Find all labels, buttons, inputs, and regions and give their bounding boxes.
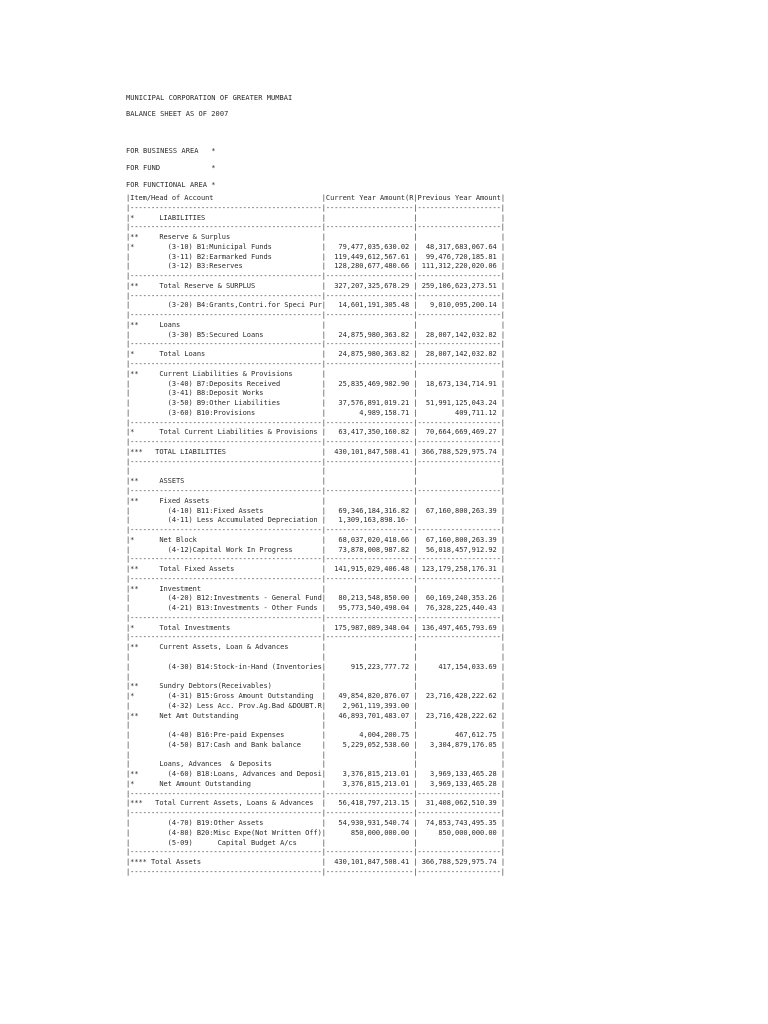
row-marker: ** xyxy=(130,643,147,652)
row-marker xyxy=(130,399,147,407)
current-year-amount: 56,418,797,213.15 xyxy=(325,799,414,808)
current-year-amount xyxy=(326,721,413,729)
column-header-previous-year: Previous Year Amount xyxy=(417,194,501,202)
row-marker xyxy=(130,409,147,417)
previous-year-amount: 366,788,529,975.74 xyxy=(417,447,501,456)
row-marker xyxy=(130,829,147,837)
previous-year-amount: 9,010,095,200.14 xyxy=(417,301,501,310)
current-year-amount xyxy=(326,497,413,505)
previous-year-amount xyxy=(418,673,501,681)
previous-year-amount: 67,160,800,263.39 xyxy=(417,535,501,544)
account-label: (4-32) Less Acc. Prov.Ag.Bad &DOUBT.R xyxy=(146,701,322,710)
row-marker xyxy=(130,507,147,515)
previous-year-amount: 76,328,225,440.43 xyxy=(417,604,501,613)
row-marker: * xyxy=(130,350,147,359)
current-year-amount: 63,417,350,160.82 xyxy=(325,428,414,437)
current-year-amount: 46,893,701,483.07 xyxy=(325,711,414,720)
current-year-amount: 49,854,820,876.07 xyxy=(325,692,414,701)
previous-year-amount: 3,304,879,176.05 xyxy=(417,740,501,749)
current-year-amount xyxy=(326,643,413,651)
account-label: (4-40) B16:Pre-paid Expenses xyxy=(146,731,322,740)
account-label: Reserve & Surplus xyxy=(146,233,322,242)
row-marker: * xyxy=(130,535,147,544)
row-marker: * xyxy=(130,779,147,788)
row-marker xyxy=(130,253,147,261)
current-year-amount: 4,004,200.75 xyxy=(325,731,414,740)
current-year-amount: 73,878,008,987.82 xyxy=(325,545,414,554)
account-label: Total Assets xyxy=(146,858,322,867)
row-marker: * xyxy=(130,692,147,701)
current-year-amount: 79,477,035,630.02 xyxy=(325,242,414,251)
row-separator: |----------------------------------------------|---------------------|--------------------| xyxy=(126,340,505,349)
row-separator: |----------------------------------------------|---------------------|--------------------| xyxy=(126,574,505,583)
previous-year-amount: 467,612.75 xyxy=(417,731,501,740)
account-label: (4-11) Less Accumulated Depreciation xyxy=(146,516,322,525)
previous-year-amount: 366,788,529,975.74 xyxy=(417,858,501,867)
row-marker xyxy=(130,594,147,602)
current-year-amount xyxy=(326,477,413,485)
current-year-amount: 80,213,548,850.00 xyxy=(325,594,414,603)
row-separator: |----------------------------------------------|---------------------|--------------------| xyxy=(126,272,505,281)
current-year-amount xyxy=(326,839,413,847)
current-year-amount xyxy=(326,585,413,593)
row-marker xyxy=(130,516,147,524)
account-label xyxy=(147,751,322,759)
row-marker: ** xyxy=(130,281,147,290)
column-header-item: Item/Head of Account xyxy=(130,194,322,202)
account-label: (4-31) B15:Gross Amount Outstanding xyxy=(146,692,322,701)
account-label: Total Loans xyxy=(146,350,322,359)
row-marker: ** xyxy=(130,565,147,574)
row-marker xyxy=(130,702,147,710)
row-separator: |----------------------------------------------|---------------------|--------------------| xyxy=(126,438,505,447)
previous-year-amount xyxy=(418,497,501,505)
account-label: (3-40) B7:Deposits Received xyxy=(146,379,322,388)
current-year-amount: 430,101,847,508.41 xyxy=(325,858,414,867)
previous-year-amount: 28,007,142,032.82 xyxy=(417,330,501,339)
previous-year-amount xyxy=(418,643,501,651)
row-marker xyxy=(130,751,147,759)
current-year-amount: 3,376,815,213.01 xyxy=(325,779,414,788)
account-label: Loans, Advances & Deposits xyxy=(146,760,322,769)
account-label: Sundry Debtors(Receivables) xyxy=(146,682,322,691)
previous-year-amount xyxy=(418,751,501,759)
account-label: ASSETS xyxy=(146,477,322,486)
account-label: TOTAL LIABILITIES xyxy=(146,447,322,456)
current-year-amount xyxy=(326,751,413,759)
account-label: (4-10) B11:Fixed Assets xyxy=(146,506,322,515)
row-marker xyxy=(130,673,147,681)
row-marker: ** xyxy=(130,477,147,486)
previous-year-amount: 67,160,800,263.39 xyxy=(417,506,501,515)
previous-year-amount: 136,497,465,793.69 xyxy=(417,623,501,632)
row-marker: * xyxy=(130,623,147,632)
current-year-amount: 128,280,677,480.66 xyxy=(325,262,414,271)
current-year-amount xyxy=(326,673,413,681)
current-year-amount: 119,449,612,567.61 xyxy=(325,252,414,261)
org-name: MUNICIPAL CORPORATION OF GREATER MUMBAI xyxy=(126,94,293,102)
current-year-amount: 915,223,777.72 xyxy=(325,662,414,671)
previous-year-amount xyxy=(418,760,501,768)
row-marker: *** xyxy=(130,447,147,456)
previous-year-amount xyxy=(418,721,501,729)
row-marker: *** xyxy=(130,799,147,808)
row-separator: |----------------------------------------------|---------------------|--------------------| xyxy=(126,613,505,622)
current-year-amount xyxy=(326,370,413,378)
row-marker xyxy=(130,331,147,339)
row-separator: |----------------------------------------------|---------------------|--------------------| xyxy=(126,418,505,427)
previous-year-amount: 23,716,428,222.62 xyxy=(417,711,501,720)
current-year-amount: 24,875,980,363.82 xyxy=(325,350,414,359)
previous-year-amount xyxy=(418,321,501,329)
previous-year-amount: 28,007,142,032.82 xyxy=(417,350,501,359)
row-marker: ** xyxy=(130,584,147,593)
row-separator: |----------------------------------------------|---------------------|--------------------| xyxy=(126,203,505,212)
row-separator: |----------------------------------------------|---------------------|--------------------| xyxy=(126,486,505,495)
row-marker xyxy=(130,819,147,827)
row-marker: ** xyxy=(130,496,147,505)
previous-year-amount: 123,179,258,176.31 xyxy=(417,565,501,574)
previous-year-amount xyxy=(418,214,501,222)
account-label: (3-50) B9:Other Liabilities xyxy=(146,399,322,408)
account-label: Current Assets, Loan & Advances xyxy=(146,643,322,652)
previous-year-amount xyxy=(418,477,501,485)
row-separator: |----------------------------------------------|---------------------|--------------------| xyxy=(126,809,505,818)
functional-area-filter: FOR FUNCTIONAL AREA * xyxy=(126,181,216,189)
balance-sheet-table: |Item/Head of Account |Current Year Amount(R|Previous Year Amount| |----------------------------------------------|---------------------|--------------------| |* LIABILITIES | | | |----------------------------------------------|---------------------|--------------------| |** Reserve & Surplus | | | |* (3-10) B1:Municipal Funds | 79,477,035,630.02 | 48,317,683,067.64 | | (3-11) B2:Earmarked Funds | 119,449,612,567.61 | 99,476,720,185.81 | | (3-12) B3:Reserves | 128,280,677,480.66 | 111,312,220,020.06 | |----------------------------------------------|---------------------|--------------------| |** Total Reserve & SURPLUS | 327,207,325,678.29 | 259,106,623,273.51 | |----------------------------------------------|---------------------|--------------------| | (3-20) B4:Grants,Contri.for Speci Pur| 14,601,191,305.48 | 9,010,095,200.14 | |----------------------------------------------|---------------------|--------------------| |** Loans | | | | (3-30) B5:Secured Loans | 24,875,980,363.82 | 28,007,142,032.82 | |----------------------------------------------|---------------------|--------------------| |* Total Loans | 24,875,980,363.82 | 28,007,142,032.82 | |----------------------------------------------|---------------------|--------------------| |** Current Liabilities & Provisions | | | | (3-40) B7:Deposits Received | 25,835,469,982.90 | 18,673,134,714.91 | | (3-41) B8:Deposit Works | | | | (3-50) B9:Other Liabilities | 37,576,891,019.21 | 51,991,125,043.24 | | (3-60) B10:Provisions | 4,989,158.71 | 409,711.12 | |----------------------------------------------|---------------------|--------------------| |* Total Current Liabilities & Provisions | 63,417,350,160.82 | 70,664,669,469.27 | |----------------------------------------------|---------------------|--------------------| |*** TOTAL LIABILITIES | 430,101,847,508.41 | 366,788,529,975.74 | |----------------------------------------------|---------------------|--------------------| | | | | |** ASSETS | | | |----------------------------------------------|---------------------|--------------------| |** Fixed Assets | | | | (4-10) B11:Fixed Assets | 69,346,184,316.82 | 67,160,800,263.39 | | (4-11) Less Accumulated Depreciation | 1,309,163,898.16- | | |----------------------------------------------|---------------------|--------------------| |* Net Block | 68,037,020,418.66 | 67,160,800,263.39 | | (4-12)Capital Work In Progress | 73,878,008,987.82 | 56,018,457,912.92 | |----------------------------------------------|---------------------|--------------------| |** Total Fixed Assets | 141,915,029,406.48 | 123,179,258,176.31 | |----------------------------------------------|---------------------|--------------------| |** Investment | | | | (4-20) B12:Investments - General Fund| 80,213,548,850.00 | 60,169,240,353.26 | | (4-21) B13:Investments - Other Funds | 95,773,540,498.04 | 76,328,225,440.43 | |----------------------------------------------|---------------------|--------------------| |* Total Investments | 175,987,089,348.04 | 136,497,465,793.69 | |----------------------------------------------|---------------------|--------------------| |** Current Assets, Loan & Advances | | | | | | | | (4-30) B14:Stock-in-Hand (Inventories| 915,223,777.72 | 417,154,033.69 | | | | | |** Sundry Debtors(Receivables) | | | |* (4-31) B15:Gross Amount Outstanding | 49,854,820,876.07 | 23,716,428,222.62 | | (4-32) Less Acc. Prov.Ag.Bad &DOUBT.R| 2,961,119,393.00 | | |** Net Amt Outstanding | 46,893,701,483.07 | 23,716,428,222.62 | | | | | | (4-40) B16:Pre-paid Expenses | 4,004,200.75 | 467,612.75 | | (4-50) B17:Cash and Bank balance | 5,229,052,538.60 | 3,304,879,176.05 | | | | | | Loans, Advances & Deposits | | | |** (4-60) B18:Loans, Advances and Deposi| 3,376,815,213.01 | 3,969,133,465.28 | |* Net Amount Outstanding | 3,376,815,213.01 | 3,969,133,465.28 | |----------------------------------------------|---------------------|--------------------| |*** Total Current Assets, Loans & Advances | 56,418,797,213.15 | 31,408,062,510.39 | |----------------------------------------------|---------------------|--------------------| | (4-70) B19:Other Assets | 54,930,931,540.74 | 74,853,743,495.35 | | (4-80) B20:Misc Expe(Not Written Off)| 850,000,000.00 | 850,000,000.00 | | (5-09) Capital Budget A/cs | | | |----------------------------------------------|---------------------|--------------------| |**** Total Assets | 430,101,847,508.41 | 366,788,529,975.74 | |----------------------------------------------|---------------------|--------------------| xyxy=(126,194,506,876)
account-label: (5-09) Capital Budget A/cs xyxy=(146,838,322,847)
row-separator: |----------------------------------------------|---------------------|--------------------| xyxy=(126,633,505,642)
previous-year-amount xyxy=(418,389,501,397)
current-year-amount: 1,309,163,898.16- xyxy=(325,516,414,525)
row-separator: |----------------------------------------------|---------------------|--------------------| xyxy=(126,360,505,369)
account-label: Net Amount Outstanding xyxy=(146,779,322,788)
previous-year-amount xyxy=(418,370,501,378)
row-separator: |----------------------------------------------|---------------------|--------------------| xyxy=(126,789,505,798)
previous-year-amount: 3,969,133,465.28 xyxy=(417,779,501,788)
previous-year-amount: 3,969,133,465.28 xyxy=(417,770,501,779)
account-label: Net Amt Outstanding xyxy=(146,711,322,720)
previous-year-amount: 74,853,743,495.35 xyxy=(417,819,501,827)
row-separator: |----------------------------------------------|---------------------|--------------------| xyxy=(126,555,505,564)
previous-year-amount: 70,664,669,469.27 xyxy=(417,428,501,437)
previous-year-amount: 56,018,457,912.92 xyxy=(417,545,501,554)
row-marker xyxy=(130,262,147,270)
row-marker xyxy=(130,760,147,768)
account-label: Current Liabilities & Provisions xyxy=(146,369,322,378)
row-separator: |----------------------------------------------|---------------------|--------------------| xyxy=(126,223,505,232)
account-label: Loans xyxy=(146,320,322,329)
current-year-amount: 37,576,891,019.21 xyxy=(325,399,414,408)
account-label: Total Reserve & SURPLUS xyxy=(146,281,322,290)
previous-year-amount: 111,312,220,020.06 xyxy=(417,262,501,271)
current-year-amount xyxy=(326,389,413,397)
row-marker: * xyxy=(130,242,147,251)
current-year-amount: 25,835,469,982.90 xyxy=(325,379,414,388)
previous-year-amount xyxy=(418,233,501,241)
current-year-amount: 14,601,191,305.48 xyxy=(325,301,414,310)
row-marker xyxy=(130,380,147,388)
account-label: (4-20) B12:Investments - General Fund xyxy=(146,594,322,603)
current-year-amount: 68,037,020,418.66 xyxy=(325,535,414,544)
current-year-amount: 95,773,540,498.04 xyxy=(325,604,414,613)
previous-year-amount xyxy=(418,839,501,847)
current-year-amount: 3,376,815,213.01 xyxy=(325,770,414,779)
row-marker xyxy=(130,389,147,397)
row-marker xyxy=(130,546,147,554)
account-label: (3-11) B2:Earmarked Funds xyxy=(146,252,322,261)
row-marker xyxy=(130,721,147,729)
account-label: (3-20) B4:Grants,Contri.for Speci Pur xyxy=(146,301,322,310)
account-label: (3-41) B8:Deposit Works xyxy=(146,389,322,398)
previous-year-amount: 23,716,428,222.62 xyxy=(417,692,501,701)
row-separator: |----------------------------------------------|---------------------|--------------------| xyxy=(126,848,505,857)
account-label xyxy=(147,653,322,661)
row-marker xyxy=(130,663,147,671)
account-label: (4-80) B20:Misc Expe(Not Written Off) xyxy=(146,828,322,837)
account-label xyxy=(147,673,322,681)
business-area-filter: FOR BUSINESS AREA * xyxy=(126,147,216,155)
current-year-amount xyxy=(326,760,413,768)
previous-year-amount: 99,476,720,185.81 xyxy=(417,252,501,261)
account-label: (4-50) B17:Cash and Bank balance xyxy=(146,740,322,749)
current-year-amount xyxy=(326,653,413,661)
account-label: (4-70) B19:Other Assets xyxy=(146,819,322,827)
previous-year-amount: 60,169,240,353.26 xyxy=(417,594,501,603)
current-year-amount xyxy=(326,682,413,690)
row-marker xyxy=(130,731,147,739)
previous-year-amount xyxy=(418,516,501,524)
row-marker: ** xyxy=(130,711,147,720)
account-label xyxy=(147,721,322,729)
previous-year-amount: 48,317,683,067.64 xyxy=(417,242,501,251)
current-year-amount: 430,101,847,508.41 xyxy=(325,447,414,456)
account-label: (3-10) B1:Municipal Funds xyxy=(146,242,322,251)
current-year-amount xyxy=(326,321,413,329)
account-label xyxy=(147,467,322,475)
current-year-amount: 54,930,931,540.74 xyxy=(325,819,414,827)
current-year-amount: 2,961,119,393.00 xyxy=(325,701,414,710)
row-marker xyxy=(130,467,147,475)
report-title: BALANCE SHEET AS OF 2007 xyxy=(126,110,229,118)
previous-year-amount xyxy=(418,585,501,593)
current-year-amount: 327,207,325,678.29 xyxy=(325,281,414,290)
current-year-amount: 850,000,000.00 xyxy=(325,828,414,837)
current-year-amount: 24,875,980,363.82 xyxy=(325,330,414,339)
row-marker: **** xyxy=(130,858,147,867)
previous-year-amount xyxy=(418,467,501,475)
previous-year-amount: 409,711.12 xyxy=(417,408,501,417)
previous-year-amount xyxy=(418,682,501,690)
row-separator: |----------------------------------------------|---------------------|--------------------| xyxy=(126,867,505,876)
account-label: (4-21) B13:Investments - Other Funds xyxy=(146,604,322,613)
account-label: (4-12)Capital Work In Progress xyxy=(146,545,322,554)
account-label: (4-60) B18:Loans, Advances and Deposi xyxy=(146,770,322,779)
account-label: LIABILITIES xyxy=(146,213,322,222)
account-label: Total Fixed Assets xyxy=(146,565,322,574)
account-label: (3-30) B5:Secured Loans xyxy=(146,330,322,339)
previous-year-amount: 417,154,033.69 xyxy=(417,662,501,671)
row-separator: |----------------------------------------------|---------------------|--------------------| xyxy=(126,291,505,300)
account-label: (3-60) B10:Provisions xyxy=(146,408,322,417)
current-year-amount xyxy=(326,467,413,475)
account-label: Total Investments xyxy=(146,623,322,632)
row-marker xyxy=(130,839,147,847)
account-label: Investment xyxy=(146,584,322,593)
row-marker: ** xyxy=(130,770,147,779)
current-year-amount xyxy=(326,214,413,222)
row-separator: |----------------------------------------------|---------------------|--------------------| xyxy=(126,457,505,466)
previous-year-amount: 51,991,125,043.24 xyxy=(417,399,501,408)
fund-filter: FOR FUND * xyxy=(126,164,216,172)
row-separator: |----------------------------------------------|---------------------|--------------------| xyxy=(126,526,505,535)
current-year-amount: 175,987,089,348.04 xyxy=(325,623,414,632)
current-year-amount: 141,915,029,406.48 xyxy=(325,565,414,574)
previous-year-amount: 18,673,134,714.91 xyxy=(417,379,501,388)
column-header-current-year: Current Year Amount(R xyxy=(325,194,414,202)
current-year-amount: 4,989,158.71 xyxy=(325,408,414,417)
account-label: Total Current Assets, Loans & Advances xyxy=(146,799,322,808)
row-marker: * xyxy=(130,428,147,437)
row-marker xyxy=(130,604,147,612)
current-year-amount: 69,346,184,316.82 xyxy=(325,506,414,515)
row-marker: ** xyxy=(130,369,147,378)
account-label: (3-12) B3:Reserves xyxy=(146,262,322,271)
account-label: Fixed Assets xyxy=(146,496,322,505)
current-year-amount xyxy=(326,233,413,241)
row-marker xyxy=(130,741,147,749)
row-marker: * xyxy=(130,213,147,222)
row-marker xyxy=(130,653,147,661)
account-label: (4-30) B14:Stock-in-Hand (Inventories xyxy=(146,662,322,671)
row-marker: ** xyxy=(130,233,147,242)
previous-year-amount: 850,000,000.00 xyxy=(417,828,501,837)
row-separator: |----------------------------------------------|---------------------|--------------------| xyxy=(126,311,505,320)
account-label: Total Current Liabilities & Provisions xyxy=(146,428,322,437)
previous-year-amount xyxy=(418,653,501,661)
previous-year-amount xyxy=(418,702,501,710)
row-marker: ** xyxy=(130,320,147,329)
account-label: Net Block xyxy=(146,535,322,544)
previous-year-amount: 31,408,062,510.39 xyxy=(417,799,501,808)
row-marker: ** xyxy=(130,682,147,691)
row-marker xyxy=(130,301,147,309)
previous-year-amount: 259,106,623,273.51 xyxy=(417,281,501,290)
current-year-amount: 5,229,052,538.60 xyxy=(325,740,414,749)
